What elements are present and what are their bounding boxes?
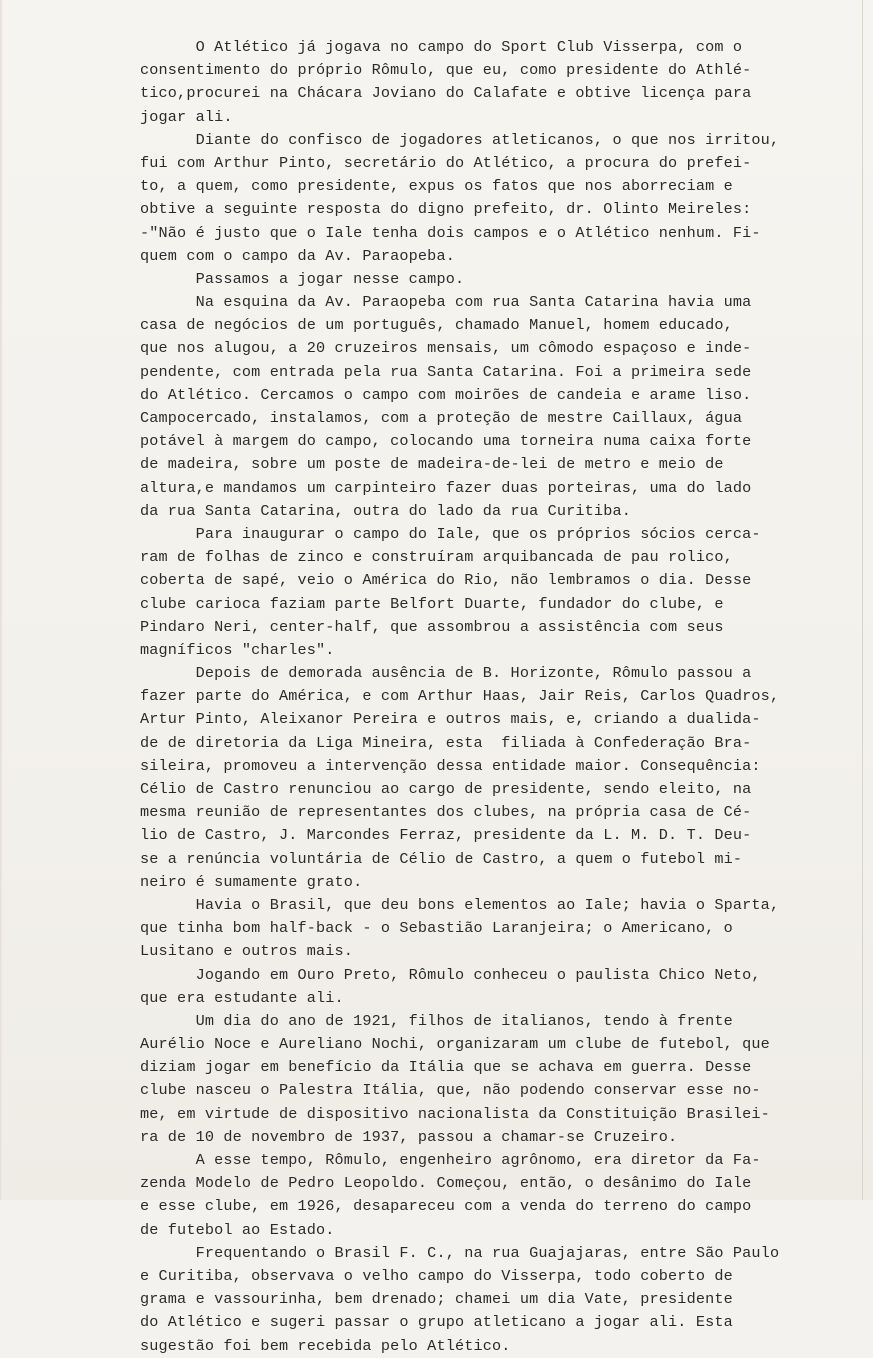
text-line: pendente, com entrada pela rua Santa Catarina. Foi a primeira sede bbox=[140, 362, 752, 381]
text-line: mesma reunião de representantes dos clubes, na própria casa de Cé- bbox=[140, 803, 752, 822]
text-line: Jogando em Ouro Preto, Rômulo conheceu o paulista Chico Neto, bbox=[140, 965, 761, 984]
page-right-edge bbox=[862, 0, 863, 1200]
text-line: Diante do confisco de jogadores atleticanos, o que nos irritou, bbox=[140, 130, 780, 149]
text-line: Depois de demorada ausência de B. Horizonte, Rômulo passou a bbox=[140, 664, 752, 683]
text-line: de de diretoria da Liga Mineira, esta filiada à Confederação Bra- bbox=[140, 733, 752, 752]
text-line: Lusitano e outros mais. bbox=[140, 942, 354, 961]
text-line: do Atlético e sugeri passar o grupo atleticano a jogar ali. Esta bbox=[140, 1313, 733, 1332]
text-line: de madeira, sobre um poste de madeira-de-lei de metro e meio de bbox=[140, 455, 724, 474]
text-line: O Atlético já jogava no campo do Sport Club Visserpa, com o bbox=[140, 38, 743, 56]
text-line: tico,procurei na Chácara Joviano do Calafate e obtive licença para bbox=[140, 84, 752, 103]
text-line: altura,e mandamos um carpinteiro fazer duas porteiras, uma do lado bbox=[140, 478, 752, 497]
text-line: de futebol ao Estado. bbox=[140, 1220, 335, 1239]
page-left-edge bbox=[0, 0, 3, 1200]
text-line: Pindaro Neri, center-half, que assombrou a assistência com seus bbox=[140, 617, 724, 636]
text-line: Para inaugurar o campo do Iale, que os próprios sócios cerca- bbox=[140, 524, 761, 543]
text-line: jogar ali. bbox=[140, 107, 233, 126]
text-line: diziam jogar em benefício da Itália que se achava em guerra. Desse bbox=[140, 1058, 752, 1077]
text-line: neiro é sumamente grato. bbox=[140, 872, 363, 891]
text-line: consentimento do próprio Rômulo, que eu, como presidente do Athlé- bbox=[140, 61, 752, 80]
text-line: to, a quem, como presidente, expus os fatos que nos aborreciam e bbox=[140, 177, 733, 196]
text-line: Campocercado, instalamos, com a proteção de mestre Caillaux, água bbox=[140, 409, 743, 427]
typewritten-text-body bbox=[140, 36, 860, 1358]
text-line: coberta de sapé, veio o América do Rio, não lembramos o dia. Desse bbox=[140, 571, 752, 590]
text-line: Frequentando o Brasil F. C., na rua Guajajaras, entre São Paulo bbox=[140, 1243, 780, 1262]
text-line: Aurélio Noce e Aureliano Nochi, organizaram um clube de futebol, que bbox=[140, 1035, 770, 1054]
text-line: clube nasceu o Palestra Itália, que, não podendo conservar esse no- bbox=[140, 1081, 761, 1100]
text-line: Artur Pinto, Aleixanor Pereira e outros mais, e, criando a dualida- bbox=[140, 710, 761, 729]
text-line: da rua Santa Catarina, outra do lado da rua Curitiba. bbox=[140, 501, 631, 520]
text-line: obtive a seguinte resposta do digno prefeito, dr. Olinto Meireles: bbox=[140, 200, 752, 219]
text-line: do Atlético. Cercamos o campo com moirões de candeia e arame liso. bbox=[140, 385, 752, 404]
text-line: sileira, promoveu a intervenção dessa entidade maior. Consequência: bbox=[140, 756, 761, 775]
text-line: se a renúncia voluntária de Célio de Castro, a quem o futebol mi- bbox=[140, 849, 743, 868]
text-line: e Curitiba, observava o velho campo do Visserpa, todo coberto de bbox=[140, 1266, 733, 1285]
text-line: Havia o Brasil, que deu bons elementos ao Iale; havia o Sparta, bbox=[140, 895, 780, 914]
text-line: que tinha bom half-back - o Sebastião Laranjeira; o Americano, o bbox=[140, 919, 733, 938]
text-line: sugestão foi bem recebida pelo Atlético. bbox=[140, 1336, 511, 1355]
text-line: Célio de Castro renunciou ao cargo de presidente, sendo eleito, na bbox=[140, 780, 752, 798]
text-line: ram de folhas de zinco e construíram arquibancada de pau rolico, bbox=[140, 548, 733, 567]
text-line: quem com o campo da Av. Paraopeba. bbox=[140, 246, 455, 265]
text-line: Um dia do ano de 1921, filhos de italianos, tendo à frente bbox=[140, 1011, 733, 1030]
text-line: me, em virtude de dispositivo nacionalista da Constituição Brasilei- bbox=[140, 1104, 770, 1123]
text-line: grama e vassourinha, bem drenado; chamei um dia Vate, presidente bbox=[140, 1290, 733, 1309]
text-line: clube carioca faziam parte Belfort Duarte, fundador do clube, e bbox=[140, 594, 724, 613]
text-line: fazer parte do América, e com Arthur Haas, Jair Reis, Carlos Quadros, bbox=[140, 687, 780, 706]
text-line: Passamos a jogar nesse campo. bbox=[140, 269, 465, 288]
text-line: casa de negócios de um português, chamado Manuel, homem educado, bbox=[140, 316, 733, 335]
text-line: zenda Modelo de Pedro Leopoldo. Começou, então, o desânimo do Iale bbox=[140, 1174, 752, 1193]
text-line: fui com Arthur Pinto, secretário do Atlético, a procura do prefei- bbox=[140, 153, 752, 172]
text-line: A esse tempo, Rômulo, engenheiro agrônomo, era diretor da Fa- bbox=[140, 1151, 761, 1169]
text-line: lio de Castro, J. Marcondes Ferraz, presidente da L. M. D. T. Deu- bbox=[140, 826, 752, 845]
text-line: e esse clube, em 1926, desapareceu com a venda do terreno do campo bbox=[140, 1197, 752, 1216]
text-line: potável à margem do campo, colocando uma torneira numa caixa forte bbox=[140, 432, 752, 451]
text-line: que nos alugou, a 20 cruzeiros mensais, um cômodo espaçoso e inde- bbox=[140, 339, 752, 358]
text-line: magníficos "charles". bbox=[140, 640, 335, 659]
text-line: que era estudante ali. bbox=[140, 988, 344, 1007]
text-line: -"Não é justo que o Iale tenha dois campos e o Atlético nenhum. Fi- bbox=[140, 223, 761, 242]
text-line: Na esquina da Av. Paraopeba com rua Santa Catarina havia uma bbox=[140, 293, 752, 312]
text-line: ra de 10 de novembro de 1937, passou a chamar-se Cruzeiro. bbox=[140, 1127, 678, 1146]
